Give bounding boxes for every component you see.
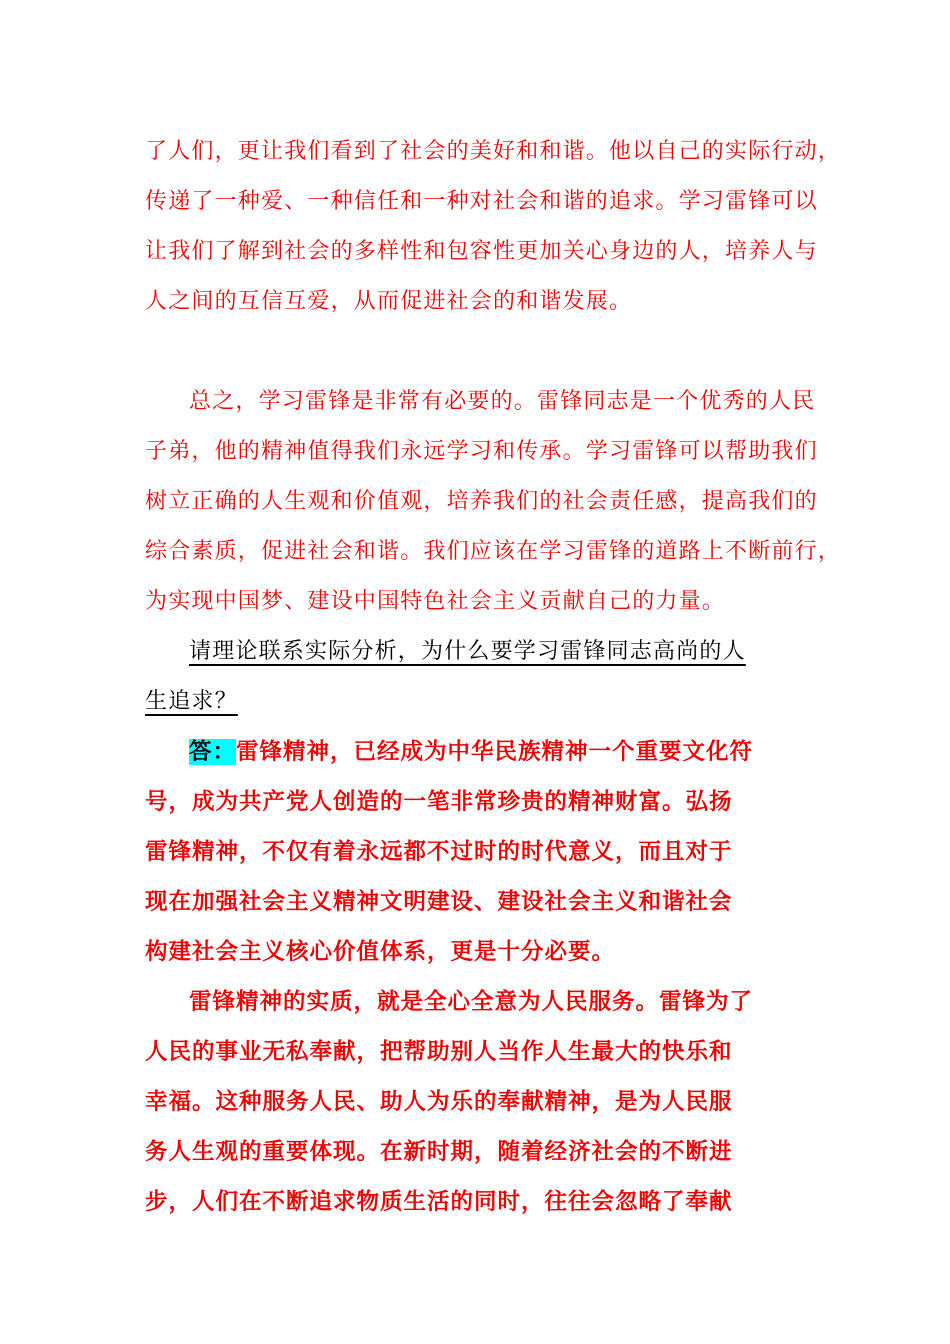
paragraph-line: 子弟，他的精神值得我们永远学习和传承。学习雷锋可以帮助我们 (145, 439, 818, 464)
paragraph-line: 步，人们在不断追求物质生活的同时，往往会忽略了奉献 (145, 1189, 733, 1215)
answer-text: 雷锋精神，已经成为中华民族精神一个重要文化符 (236, 739, 754, 765)
paragraph-line: 树立正确的人生观和价值观，培养我们的社会责任感，提高我们的 (145, 489, 818, 514)
paragraph-line: 人之间的互信互爱，从而促进社会的和谐发展。 (145, 289, 633, 314)
answer-label: 答： (189, 739, 237, 765)
question-text: 请理论联系实际分析，为什么要学习雷锋同志高尚的人 (189, 639, 746, 664)
paragraph-line: 雷锋精神的实质，就是全心全意为人民服务。雷锋为了 (189, 989, 754, 1015)
answer-line: 号，成为共产党人创造的一笔非常珍贵的精神财富。弘扬 (145, 789, 733, 815)
question-text: 生追求？ (145, 689, 238, 714)
paragraph-3 (145, 977, 807, 1227)
paragraph-line: 了人们，更让我们看到了社会的美好和和谐。他以自己的实际行动， (145, 139, 842, 164)
paragraph-line: 务人生观的重要体现。在新时期，随着经济社会的不断进 (145, 1139, 733, 1165)
document-body (145, 127, 842, 1227)
paragraph-line: 总之，学习雷锋是非常有必要的。雷锋同志是一个优秀的人民 (189, 389, 816, 414)
paragraph-1 (145, 127, 842, 327)
answer-line: 雷锋精神，不仅有着永远都不过时的时代意义，而且对于 (145, 839, 733, 865)
paragraph-line: 人民的事业无私奉献，把帮助别人当作人生最大的快乐和 (145, 1039, 733, 1065)
paragraph-2 (145, 377, 842, 627)
answer-line: 现在加强社会主义精神文明建设、建设社会主义和谐社会 (145, 889, 733, 915)
paragraph-line: 让我们了解到社会的多样性和包容性更加关心身边的人，培养人与 (145, 239, 818, 264)
paragraph-line: 幸福。这种服务人民、助人为乐的奉献精神，是为人民服 (145, 1089, 733, 1115)
answer (145, 727, 807, 977)
paragraph-line: 综合素质，促进社会和谐。我们应该在学习雷锋的道路上不断前行， (145, 539, 842, 564)
paragraph-line: 传递了一种爱、一种信任和一种对社会和谐的追求。学习雷锋可以 (145, 189, 818, 214)
question (145, 627, 807, 727)
paragraph-line: 为实现中国梦、建设中国特色社会主义贡献自己的力量。 (145, 589, 726, 614)
question-line (145, 627, 807, 677)
question-line (145, 677, 807, 727)
answer-first-line (145, 727, 807, 777)
paragraph-spacer (145, 327, 807, 377)
answer-line: 构建社会主义核心价值体系，更是十分必要。 (145, 939, 616, 965)
